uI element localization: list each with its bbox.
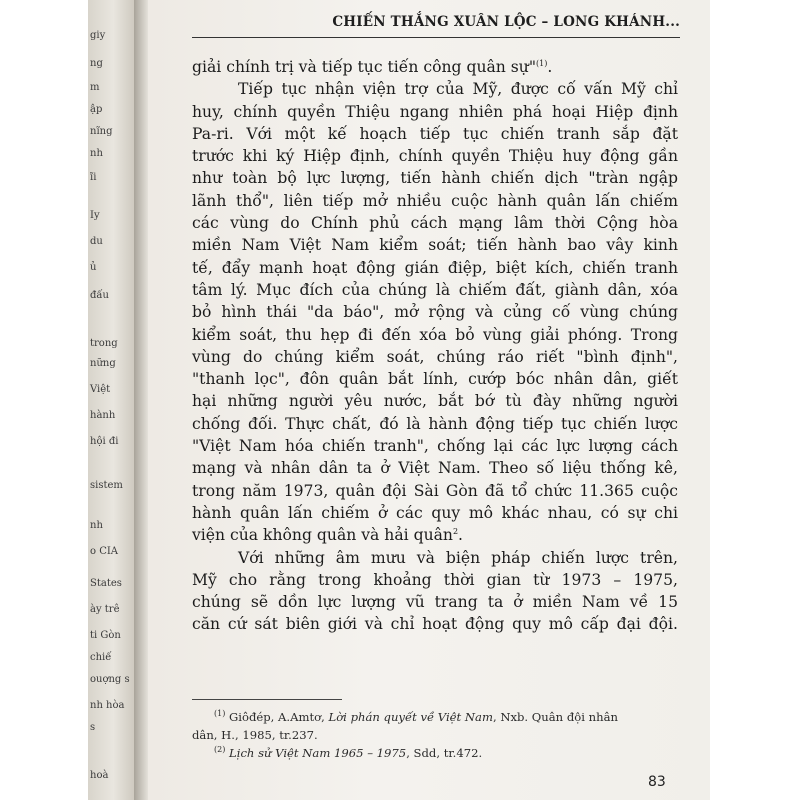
left-fragment: o CIA bbox=[90, 546, 119, 557]
page-number: 83 bbox=[648, 774, 666, 790]
left-fragment: nĩng bbox=[90, 126, 113, 137]
left-fragment: nh bbox=[90, 520, 103, 531]
footnote-1: $^{(1)}$ Giôđép, A.Amtơ, Lời phán quyết về Việt Nam, Nxb. Quân đội nhân bbox=[214, 709, 618, 724]
left-fragment: nững bbox=[90, 358, 116, 369]
left-fragment: ủ bbox=[90, 262, 97, 273]
footnote-marker: (1) bbox=[214, 709, 226, 719]
running-header: CHIẾN THẮNG XUÂN LỘC – LONG KHÁNH... bbox=[332, 14, 680, 30]
text-line: Pa-ri. Với một kế hoạch tiếp tục chiến tranh sắp đặt bbox=[192, 124, 678, 143]
left-fragment: chiế bbox=[90, 652, 112, 663]
left-fragment: ĩi bbox=[90, 172, 97, 183]
text-line: tế, đẩy mạnh hoạt động gián điệp, biệt kích, chiến tranh bbox=[192, 258, 678, 277]
text-line: Với những âm mưu và biện pháp chiến lược trên, bbox=[238, 548, 678, 567]
text-line: hành quân lấn chiếm ở các quy mô khác nhau, có sự chi bbox=[192, 503, 678, 522]
left-fragment: States bbox=[90, 578, 122, 589]
footnote-marker: (2) bbox=[214, 745, 226, 755]
left-fragment: ày trê bbox=[90, 604, 120, 615]
text-line: bỏ hình thái "da báo", mở rộng và củng cố vùng chúng bbox=[192, 303, 678, 322]
footnote-rule bbox=[192, 699, 342, 700]
left-fragment: s bbox=[90, 722, 96, 733]
text-line: lãnh thổ", liên tiếp mở nhiều cuộc hành quân lấn chiếm bbox=[192, 191, 678, 210]
text-line: các vùng do Chính phủ cách mạng lâm thời Cộng hòa bbox=[192, 214, 678, 233]
text-line: trong năm 1973, quân đội Sài Gòn đã tổ chức 11.365 cuộc bbox=[192, 481, 678, 500]
left-fragment: ập bbox=[90, 104, 103, 115]
footnote-2: $^{(2)}$ Lịch sử Việt Nam 1965 – 1975, Sdd, tr.472. bbox=[214, 745, 483, 760]
text-line: hại những người yêu nước, bắt bớ tù đày những người bbox=[192, 392, 678, 411]
footnote-marker: 2 bbox=[452, 527, 459, 537]
footnote-marker: (1) bbox=[536, 58, 548, 68]
text-line: vùng do chúng kiểm soát, chúng ráo riết "bình định", bbox=[192, 347, 678, 366]
left-fragment: đấu bbox=[90, 290, 109, 301]
left-fragment: ng bbox=[90, 58, 103, 69]
left-fragment: hoà bbox=[90, 770, 109, 781]
text-line: Tiếp tục nhận viện trợ của Mỹ, được cố vấn Mỹ chỉ bbox=[238, 80, 678, 99]
text-line: chống đối. Thực chất, đó là hành động tiếp tục chiến lược bbox=[192, 414, 678, 433]
text-line: "Việt Nam hóa chiến tranh", chống lại các lực lượng cách bbox=[192, 437, 678, 456]
left-fragment: du bbox=[90, 236, 103, 247]
background bbox=[710, 0, 800, 800]
text-line: viện của không quân và hải quân$^2$. bbox=[192, 526, 464, 545]
text-line: "thanh lọc", đôn quân bắt lính, cướp bóc nhân dân, giết bbox=[192, 370, 678, 389]
body-text bbox=[192, 56, 678, 636]
book-title: Lịch sử Việt Nam 1965 – 1975 bbox=[229, 746, 407, 760]
text-line: giải chính trị và tiếp tục tiến công quân sự"$^{(1)}$. bbox=[192, 58, 553, 76]
footnote-1-continued: dân, H., 1985, tr.237. bbox=[192, 728, 318, 742]
left-fragment: sistem bbox=[90, 480, 123, 491]
left-page-edge bbox=[88, 0, 134, 800]
text-line: tâm lý. Mục đích của chúng là chiếm đất, giành dân, xóa bbox=[192, 280, 678, 299]
left-fragment: hội đi bbox=[90, 436, 119, 447]
left-fragment: giy bbox=[90, 30, 106, 41]
text-line: miền Nam Việt Nam kiểm soát; tiến hành bao vây kinh bbox=[192, 236, 678, 255]
left-fragment: Iy bbox=[90, 210, 100, 221]
left-fragment: nh bbox=[90, 148, 103, 159]
left-fragment: m bbox=[90, 82, 100, 93]
left-fragment: trong bbox=[90, 338, 118, 349]
text-line: Mỹ cho rằng trong khoảng thời gian từ 1973 – 1975, bbox=[192, 570, 678, 589]
text-line: mạng và nhân dân ta ở Việt Nam. Theo số liệu thống kê, bbox=[192, 459, 678, 478]
left-fragment: nh hòa bbox=[90, 700, 125, 711]
text-line: trước khi ký Hiệp định, chính quyền Thiệu huy động gần bbox=[192, 147, 678, 166]
book-title: Lời phán quyết về Việt Nam bbox=[328, 710, 493, 724]
left-fragment: Việt bbox=[90, 384, 111, 395]
left-fragment: ti Gòn bbox=[90, 630, 121, 641]
text-line: huy, chính quyền Thiệu ngang nhiên phá hoại Hiệp định bbox=[192, 102, 678, 121]
book-gutter bbox=[134, 0, 148, 800]
text-line: kiểm soát, thu hẹp đi đến xóa bỏ vùng giải phóng. Trong bbox=[192, 325, 678, 344]
footnotes bbox=[192, 708, 680, 762]
header-rule bbox=[192, 37, 680, 38]
text-line: căn cứ sát biên giới và chỉ hoạt động quy mô cấp đại đội. bbox=[192, 615, 678, 634]
text-line: như toàn bộ lực lượng, tiến hành chiến dịch "tràn ngập bbox=[192, 169, 678, 188]
text-line: chúng sẽ dồn lực lượng vũ trang ta ở miền Nam về 15 bbox=[192, 593, 678, 612]
left-fragment: ouợng s bbox=[90, 674, 130, 685]
left-fragment: hành bbox=[90, 410, 116, 421]
